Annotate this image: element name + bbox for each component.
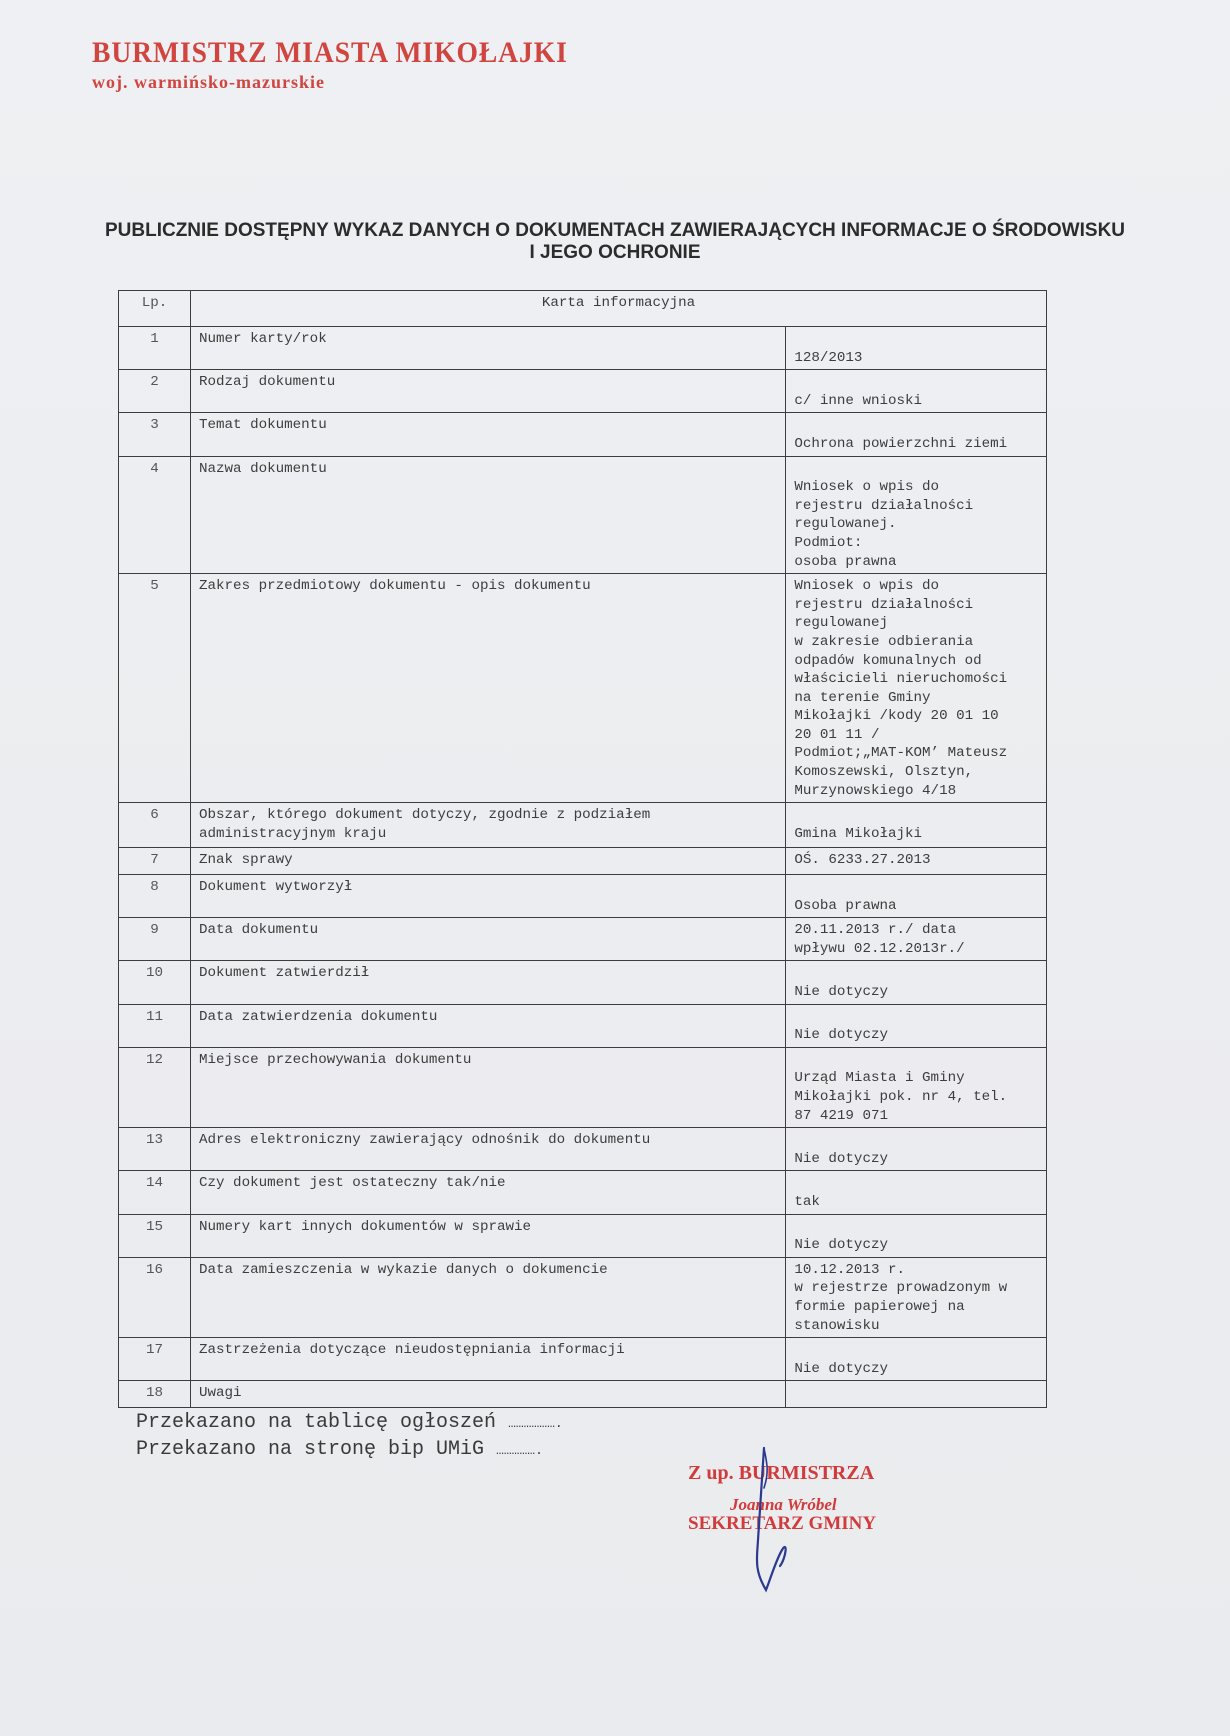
signature-stamp-line-1: Z up. BURMISTRZA [688, 1462, 875, 1484]
row-label: Data dokumentu [191, 918, 786, 961]
transfer-notes [136, 1410, 563, 1464]
row-value: Gmina Mikołajki [786, 803, 1047, 848]
row-label: Rodzaj dokumentu [191, 370, 786, 413]
row-value: OŚ. 6233.27.2013 [786, 848, 1047, 875]
note-bip-dots: ……………. [496, 1443, 543, 1458]
row-value: Wniosek o wpis do rejestru działalności regulowanej w zakresie odbierania odpadów komunalnych od właścicieli nieruchomości na terenie Gminy Mikołajki /kody 20 01 10 20 01 11 / Podmiot;„MAT-KOM’ Mateusz Komoszewski, Olsztyn, Murzynowskiego 4/18 [786, 574, 1047, 803]
row-value: tak [786, 1171, 1047, 1214]
note-board-dots: ………………. [508, 1416, 563, 1431]
row-label: Dokument zatwierdził [191, 961, 786, 1004]
row-number: 10 [119, 961, 191, 1004]
row-number: 5 [119, 574, 191, 803]
table-row [119, 875, 1047, 918]
table-row [119, 1257, 1047, 1337]
row-label: Data zamieszczenia w wykazie danych o dokumencie [191, 1257, 786, 1337]
table-row [119, 961, 1047, 1004]
row-value: Nie dotyczy [786, 961, 1047, 1004]
card-header: Karta informacyjna [191, 291, 1047, 327]
row-number: 11 [119, 1004, 191, 1047]
row-value: Wniosek o wpis do rejestru działalności regulowanej. Podmiot: osoba prawna [786, 456, 1047, 574]
note-line-1 [136, 1410, 563, 1437]
row-value [786, 1381, 1047, 1408]
row-number: 9 [119, 918, 191, 961]
row-value: c/ inne wnioski [786, 370, 1047, 413]
handwritten-signature [740, 1440, 830, 1600]
note-bip-text: Przekazano na stronę bip UMiG [136, 1438, 485, 1461]
row-label: Data zatwierdzenia dokumentu [191, 1004, 786, 1047]
table-row [119, 1381, 1047, 1408]
row-label: Miejsce przechowywania dokumentu [191, 1047, 786, 1127]
row-label: Numer karty/rok [191, 327, 786, 370]
note-board-text: Przekazano na tablicę ogłoszeń [136, 1411, 497, 1434]
stamp-line-1: BURMISTRZ MIASTA MIKOŁAJKI [92, 36, 568, 69]
table-row [119, 574, 1047, 803]
row-number: 6 [119, 803, 191, 848]
row-value: 128/2013 [786, 327, 1047, 370]
row-label: Adres elektroniczny zawierający odnośnik do dokumentu [191, 1128, 786, 1171]
row-label: Zakres przedmiotowy dokumentu - opis dokumentu [191, 574, 786, 803]
table-row [119, 1004, 1047, 1047]
row-value: Nie dotyczy [786, 1214, 1047, 1257]
row-number: 15 [119, 1214, 191, 1257]
row-value: Nie dotyczy [786, 1004, 1047, 1047]
table-row [119, 327, 1047, 370]
row-label: Zastrzeżenia dotyczące nieudostępniania informacji [191, 1338, 786, 1381]
document-title: PUBLICZNIE DOSTĘPNY WYKAZ DANYCH O DOKUMENTACH ZAWIERAJĄCYCH INFORMACJE O ŚRODOWISKU I JEGO OCHRONIE [104, 220, 1126, 263]
row-value: Osoba prawna [786, 875, 1047, 918]
row-label: Nazwa dokumentu [191, 456, 786, 574]
row-value: Nie dotyczy [786, 1128, 1047, 1171]
note-line-2 [136, 1437, 563, 1464]
table-row [119, 1214, 1047, 1257]
row-number: 12 [119, 1047, 191, 1127]
office-stamp [92, 36, 609, 93]
row-label: Znak sprawy [191, 848, 786, 875]
table-row [119, 918, 1047, 961]
table-row [119, 1338, 1047, 1381]
row-number: 3 [119, 413, 191, 456]
table-header-row [119, 291, 1047, 327]
row-label: Numery kart innych dokumentów w sprawie [191, 1214, 786, 1257]
table-row [119, 1171, 1047, 1214]
row-number: 18 [119, 1381, 191, 1408]
signature-stamp-line-3: SEKRETARZ GMINY [688, 1513, 877, 1534]
row-value: Ochrona powierzchni ziemi [786, 413, 1047, 456]
table-row [119, 803, 1047, 848]
row-label: Temat dokumentu [191, 413, 786, 456]
information-card-table [118, 290, 1047, 1408]
row-value: Nie dotyczy [786, 1338, 1047, 1381]
row-value: 10.12.2013 r. w rejestrze prowadzonym w formie papierowej na stanowisku [786, 1257, 1047, 1337]
row-number: 17 [119, 1338, 191, 1381]
row-number: 16 [119, 1257, 191, 1337]
row-label: Dokument wytworzył [191, 875, 786, 918]
lp-header: Lp. [119, 291, 191, 327]
row-number: 14 [119, 1171, 191, 1214]
signature-stamp-line-2: Joanna Wróbel [730, 1495, 837, 1514]
row-value: Urząd Miasta i Gminy Mikołajki pok. nr 4, tel. 87 4219 071 [786, 1047, 1047, 1127]
table-row [119, 370, 1047, 413]
row-number: 2 [119, 370, 191, 413]
row-label: Czy dokument jest ostateczny tak/nie [191, 1171, 786, 1214]
row-label: Obszar, którego dokument dotyczy, zgodnie z podziałem administracyjnym kraju [191, 803, 786, 848]
table-row [119, 1128, 1047, 1171]
stamp-line-2: woj. warmińsko-mazurskie [92, 72, 325, 92]
table-row [119, 413, 1047, 456]
row-number: 13 [119, 1128, 191, 1171]
row-number: 1 [119, 327, 191, 370]
row-number: 8 [119, 875, 191, 918]
table-row [119, 848, 1047, 875]
row-label: Uwagi [191, 1381, 786, 1408]
row-value: 20.11.2013 r./ data wpływu 02.12.2013r./ [786, 918, 1047, 961]
table-row [119, 1047, 1047, 1127]
table-row [119, 456, 1047, 574]
row-number: 4 [119, 456, 191, 574]
row-number: 7 [119, 848, 191, 875]
